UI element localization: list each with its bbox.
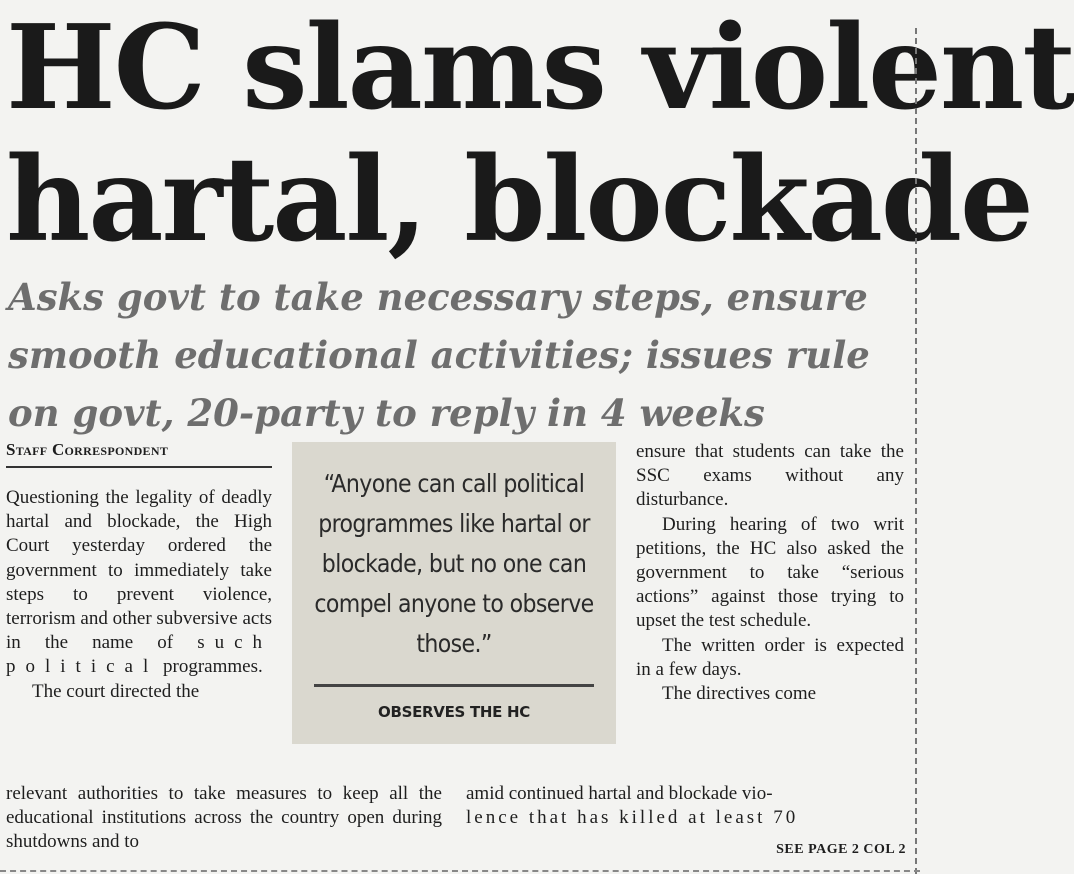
- continuation-note: SEE PAGE 2 COL 2: [776, 842, 906, 857]
- subheadline: [8, 268, 913, 442]
- paragraph-text-end: programmes.: [163, 656, 263, 678]
- column-1-paragraph-1: [6, 486, 272, 680]
- headline-line-1: HC slams violent: [6, 0, 1074, 136]
- headline-line-2: hartal, blockade: [6, 132, 1032, 268]
- pull-quote-text: “Anyone can call political programmes like hartal or blockade, but no one can compel anyone to observe those.”: [314, 469, 594, 658]
- article-column-1: [6, 486, 272, 704]
- bottom-right-line-2: lence that has killed at least 70: [466, 807, 799, 829]
- column-3-paragraph-4: The directives come: [662, 683, 817, 705]
- pull-quote-divider: [314, 684, 594, 687]
- headline: [6, 0, 1074, 268]
- paragraph-text-spaced: such political: [6, 632, 273, 678]
- column-3-paragraph-3: The written order is expected in a few days.: [636, 634, 904, 680]
- article-bottom-right: [466, 782, 904, 830]
- pull-quote-source: OBSERVES THE HC: [378, 703, 530, 721]
- column-divider: [915, 28, 917, 874]
- column-1-paragraph-2: The court directed the: [32, 680, 200, 702]
- subheadline-line-1: Asks govt to take necessary steps, ensure: [8, 275, 868, 319]
- column-3-paragraph-2: During hearing of two writ petitions, the HC also asked the government to take “serious actions” against those trying to upset the test schedule.: [636, 513, 904, 632]
- column-3-paragraph-1: ensure that students can take the SSC exams without any disturbance.: [636, 441, 904, 511]
- subheadline-line-2: smooth educational activities; issues rule: [8, 333, 870, 377]
- article-column-3: [636, 440, 904, 706]
- pull-quote: [292, 442, 616, 744]
- subheadline-line-3: on govt, 20-party to reply in 4 weeks: [8, 391, 765, 435]
- article-bottom-left: relevant authorities to take measures to keep all the educational institutions across the country open during shutdowns and to: [6, 783, 442, 853]
- paragraph-text: Questioning the legality of deadly hartal and blockade, the High Court yesterday ordered the government to immediately take steps to prevent violence, terrorism and other subversive acts in the name of: [6, 487, 272, 654]
- bottom-right-line-1: amid continued hartal and blockade vio-: [466, 783, 773, 804]
- byline: Staff Correspondent: [6, 440, 272, 468]
- bottom-divider: [0, 870, 920, 872]
